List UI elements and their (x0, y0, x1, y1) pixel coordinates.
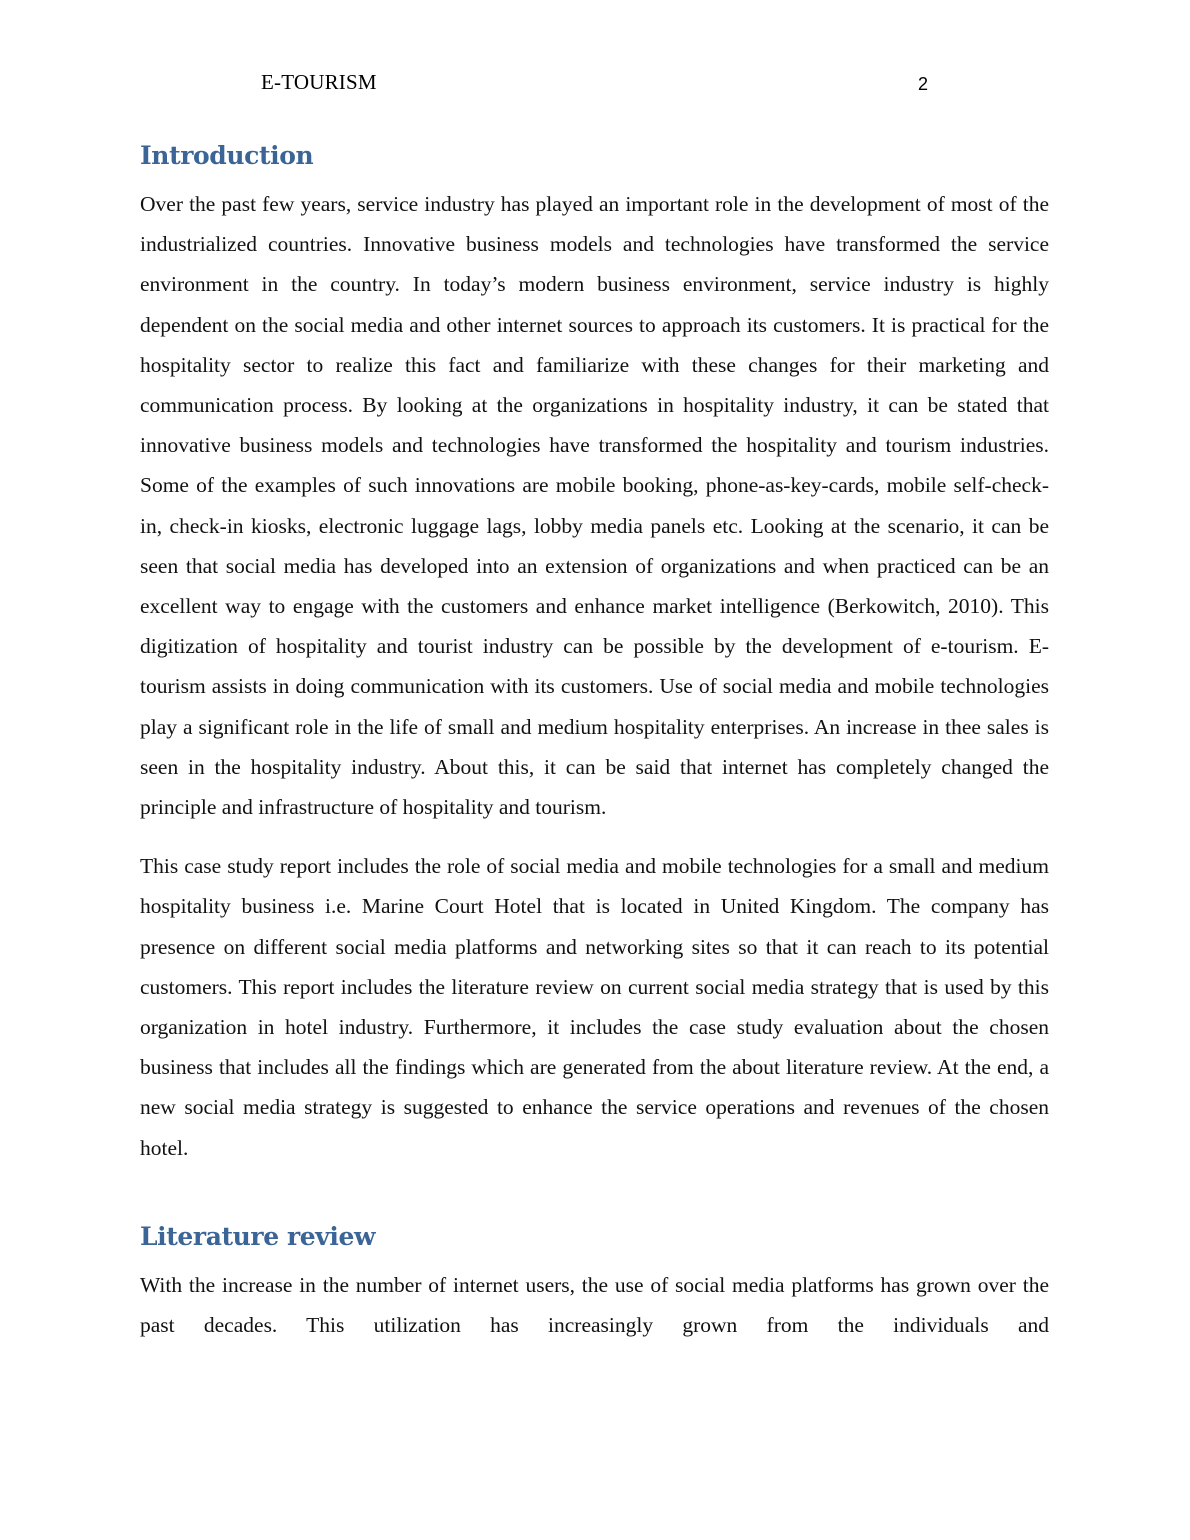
introduction-heading: Introduction (140, 141, 314, 170)
introduction-paragraph-2: This case study report includes the role of social media and mobile technologies for a small and medium hospitality business i.e. Marine Court Hotel that is located in United Kingdom. The company has presence on different social media platforms and networking sites so that it can reach to its potential customers. This report includes the literature review on current social media strategy that is used by this organization in hotel industry. Furthermore, it includes the case study evaluation about the chosen business that includes all the findings which are generated from the about literature review. At the end, a new social media strategy is suggested to enhance the service operations and revenues of the chosen hotel. (140, 854, 1049, 1160)
literature-review-heading: Literature review (140, 1221, 376, 1251)
running-head: E-TOURISM (261, 70, 377, 94)
literature-review-paragraph-1: With the increase in the number of internet users, the use of social media platforms has grown over the past decades. This utilization has increasingly grown from the individuals and (140, 1272, 1049, 1338)
introduction-paragraph-1: Over the past few years, service industry has played an important role in the development of most of the industrialized countries. Innovative business models and technologies have transformed the service environment in the country. In today’s modern business environment, service industry is highly dependent on the social media and other internet sources to approach its customers. It is practical for the hospitality sector to realize this fact and familiarize with these changes for their marketing and communication process. By looking at the organizations in hospitality industry, it can be stated that innovative business models and technologies have transformed the hospitality and tourism industries. Some of the examples of such innovations are mobile booking, phone-as-key-cards, mobile self-check-in, check-in kiosks, electronic luggage lags, lobby media panels etc. Looking at the scenario, it can be seen that social media has developed into an extension of organizations and when practiced can be an excellent way to engage with the customers and enhance market intelligence (Berkowitch, 2010). This digitization of hospitality and tourist industry can be possible by the development of e-tourism. E-tourism assists in doing communication with its customers. Use of social media and mobile technologies play a significant role in the life of small and medium hospitality enterprises. An increase in thee sales is seen in the hospitality industry. About this, it can be said that internet has completely changed the principle and infrastructure of hospitality and tourism. (140, 192, 1049, 820)
page-content (140, 140, 1049, 1345)
page-number: 2 (918, 74, 929, 94)
